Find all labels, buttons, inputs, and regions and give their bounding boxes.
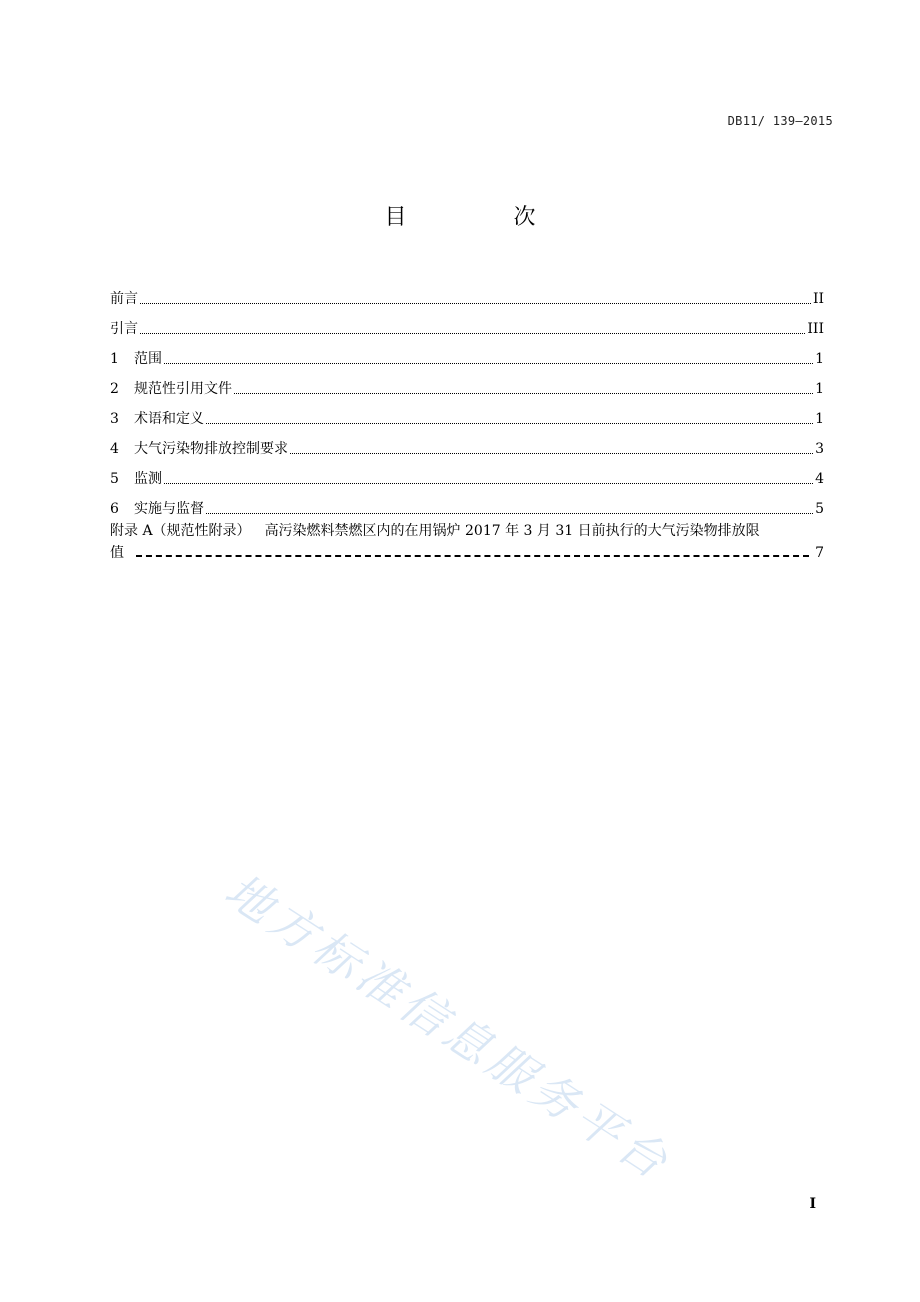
watermark: 地方标准信息服务平台 <box>215 862 682 1192</box>
toc-entry-page: 1 <box>815 411 824 427</box>
toc-entry-label: 监测 <box>134 471 162 487</box>
toc-entry-label: 术语和定义 <box>134 411 204 427</box>
toc-entry-number: 1 <box>110 351 119 367</box>
toc-entry-terms-definitions[interactable] <box>110 399 824 429</box>
toc-entry-number: 3 <box>110 411 119 427</box>
toc-entry-introduction[interactable] <box>110 309 824 339</box>
toc-entry-page: 3 <box>815 441 824 457</box>
toc-entry-emission-requirements[interactable] <box>110 429 824 459</box>
appendix-title-line <box>110 521 824 543</box>
toc-entry-page: III <box>807 321 824 337</box>
page-number: I <box>809 1196 816 1212</box>
dot-leader <box>164 362 813 364</box>
dot-leader <box>140 332 805 334</box>
document-code: DB11/ 139—2015 <box>727 114 833 128</box>
dot-leader <box>206 422 813 424</box>
toc-entry-implementation[interactable] <box>110 489 824 519</box>
toc-entry-monitoring[interactable] <box>110 459 824 489</box>
page-title: 目 次 <box>384 205 586 230</box>
toc-entry-label: 大气污染物排放控制要求 <box>134 441 288 457</box>
toc-entry-number: 4 <box>110 441 119 457</box>
dot-leader <box>290 452 813 454</box>
toc-entry-scope[interactable] <box>110 339 824 369</box>
toc-entry-foreword[interactable] <box>110 279 824 309</box>
appendix-title-end: 值 <box>110 545 124 561</box>
toc-entry-appendix-a[interactable] <box>110 521 824 563</box>
toc-entry-label: 引言 <box>110 321 138 337</box>
dot-leader <box>140 302 811 304</box>
toc-entry-label: 规范性引用文件 <box>134 381 232 397</box>
toc-entry-label: 范围 <box>134 351 162 367</box>
dash-leader <box>136 554 809 557</box>
toc-entry-number: 6 <box>110 501 119 517</box>
toc-entry-page: 4 <box>815 471 824 487</box>
toc-entry-number: 2 <box>110 381 119 397</box>
dot-leader <box>164 482 813 484</box>
toc-entry-number: 5 <box>110 471 119 487</box>
toc-entry-page: II <box>812 291 824 307</box>
dot-leader <box>234 392 813 394</box>
appendix-title: 高污染燃料禁燃区内的在用锅炉 2017 年 3 月 31 日前执行的大气污染物排放限 <box>264 523 760 539</box>
toc-entry-page: 7 <box>815 545 824 561</box>
toc-entry-normative-references[interactable] <box>110 369 824 399</box>
toc-entry-page: 1 <box>815 351 824 367</box>
toc-entry-label: 前言 <box>110 291 138 307</box>
table-of-contents <box>110 279 824 563</box>
toc-entry-label: 实施与监督 <box>134 501 204 517</box>
dot-leader <box>206 512 813 514</box>
toc-entry-page: 5 <box>815 501 824 517</box>
appendix-title-continuation <box>110 543 824 563</box>
toc-entry-page: 1 <box>815 381 824 397</box>
appendix-prefix: 附录 A（规范性附录） <box>110 523 251 539</box>
